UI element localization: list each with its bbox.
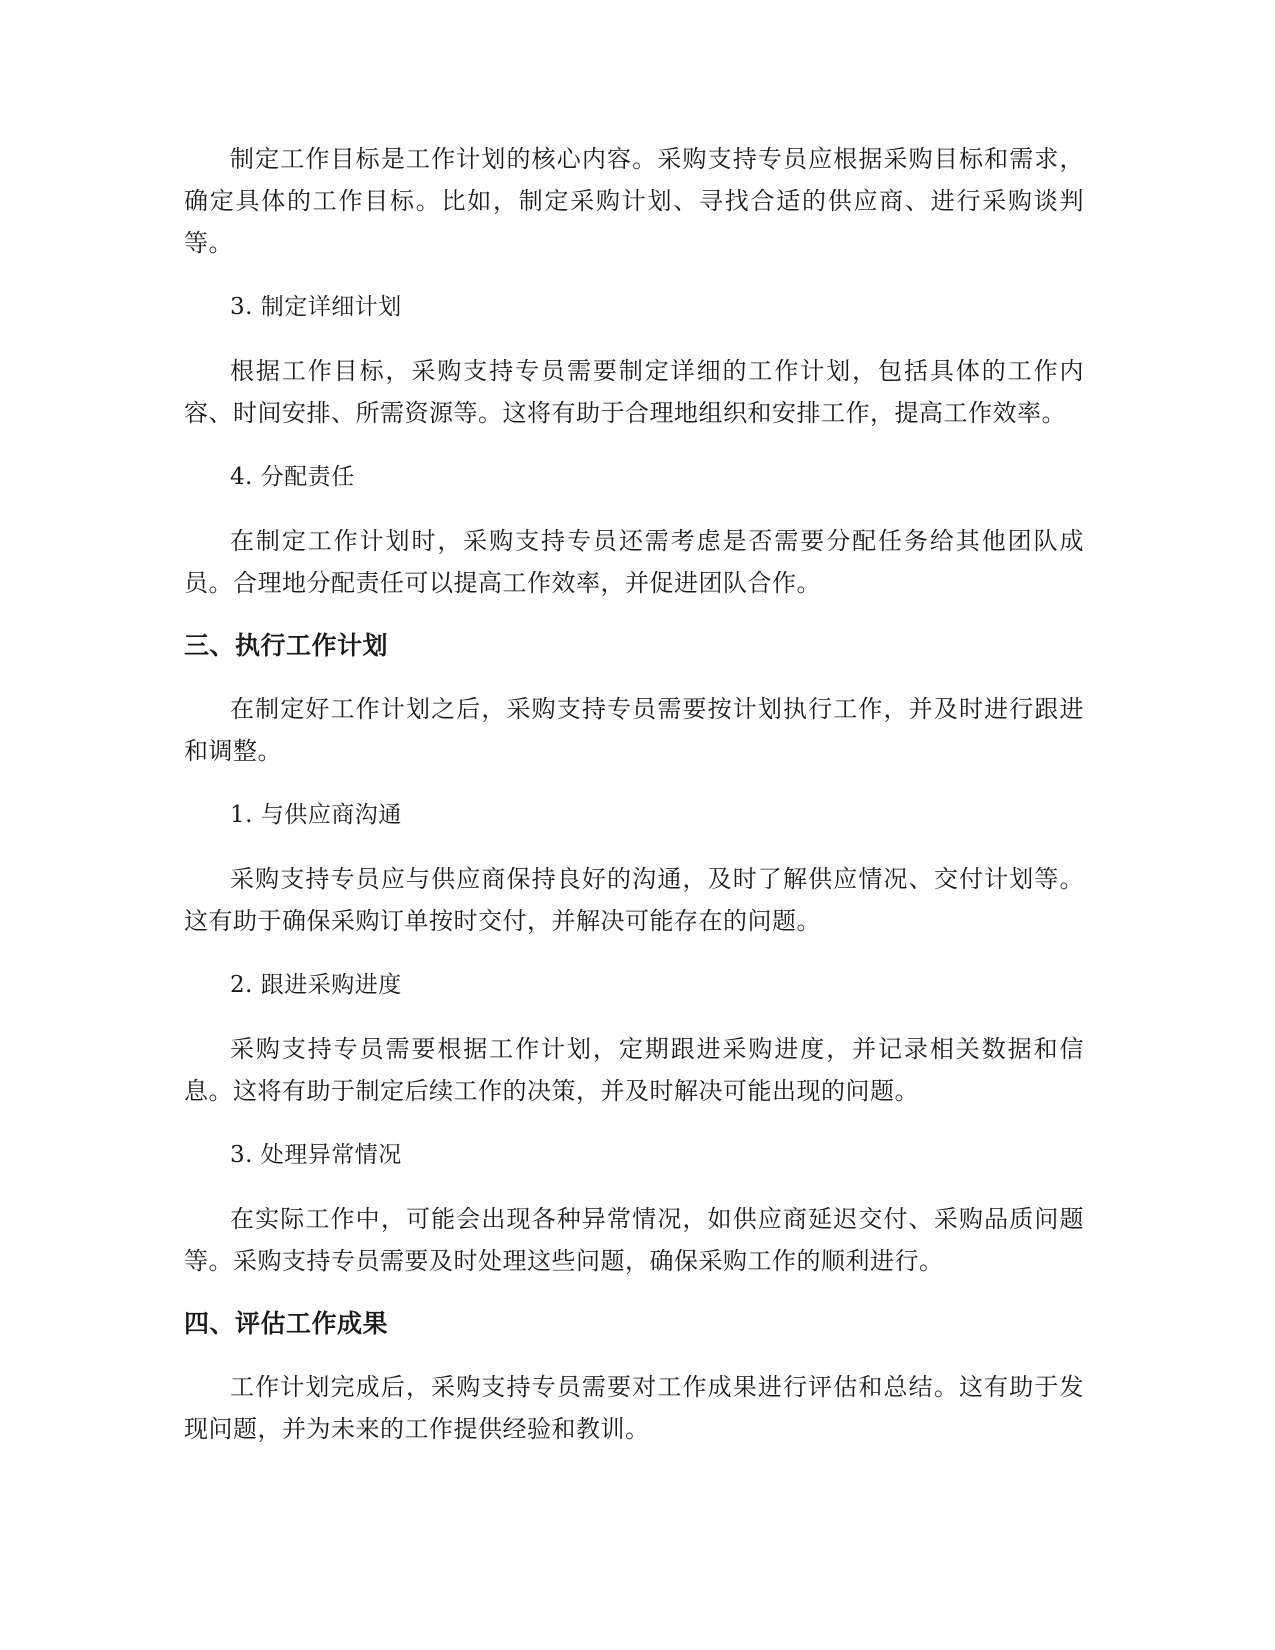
document-page bbox=[184, 138, 1084, 1472]
paragraph-supplier-communication: 采购支持专员应与供应商保持良好的沟通，及时了解供应情况、交付计划等。这有助于确保采购订单按时交付，并解决可能存在的问题。 bbox=[184, 865, 1084, 935]
section-heading-execute-plan: 三、执行工作计划 bbox=[184, 631, 389, 660]
list-item-track-progress: 2. 跟进采购进度 bbox=[230, 972, 402, 998]
paragraph-goal-setting: 制定工作目标是工作计划的核心内容。采购支持专员应根据采购目标和需求，确定具体的工作目标。比如，制定采购计划、寻找合适的供应商、进行采购谈判等。 bbox=[184, 145, 1084, 257]
section-heading-evaluate-results: 四、评估工作成果 bbox=[184, 1309, 389, 1338]
list-item-handle-exceptions: 3. 处理异常情况 bbox=[230, 1142, 402, 1168]
paragraph-detailed-plan: 根据工作目标，采购支持专员需要制定详细的工作计划，包括具体的工作内容、时间安排、所需资源等。这将有助于合理地组织和安排工作，提高工作效率。 bbox=[184, 357, 1084, 427]
paragraph-handle-exceptions: 在实际工作中，可能会出现各种异常情况，如供应商延迟交付、采购品质问题等。采购支持专员需要及时处理这些问题，确保采购工作的顺利进行。 bbox=[184, 1205, 1084, 1275]
paragraph-track-progress: 采购支持专员需要根据工作计划，定期跟进采购进度，并记录相关数据和信息。这将有助于制定后续工作的决策，并及时解决可能出现的问题。 bbox=[184, 1035, 1084, 1105]
paragraph-assign-responsibility: 在制定工作计划时，采购支持专员还需考虑是否需要分配任务给其他团队成员。合理地分配责任可以提高工作效率，并促进团队合作。 bbox=[184, 527, 1084, 597]
list-item-supplier-communication: 1. 与供应商沟通 bbox=[230, 802, 402, 828]
paragraph-evaluate-results: 工作计划完成后，采购支持专员需要对工作成果进行评估和总结。这有助于发现问题，并为未来的工作提供经验和教训。 bbox=[184, 1373, 1084, 1443]
list-item-assign-responsibility: 4. 分配责任 bbox=[230, 464, 355, 490]
paragraph-execute-intro: 在制定好工作计划之后，采购支持专员需要按计划执行工作，并及时进行跟进和调整。 bbox=[184, 695, 1084, 765]
list-item-detailed-plan: 3. 制定详细计划 bbox=[230, 294, 402, 320]
